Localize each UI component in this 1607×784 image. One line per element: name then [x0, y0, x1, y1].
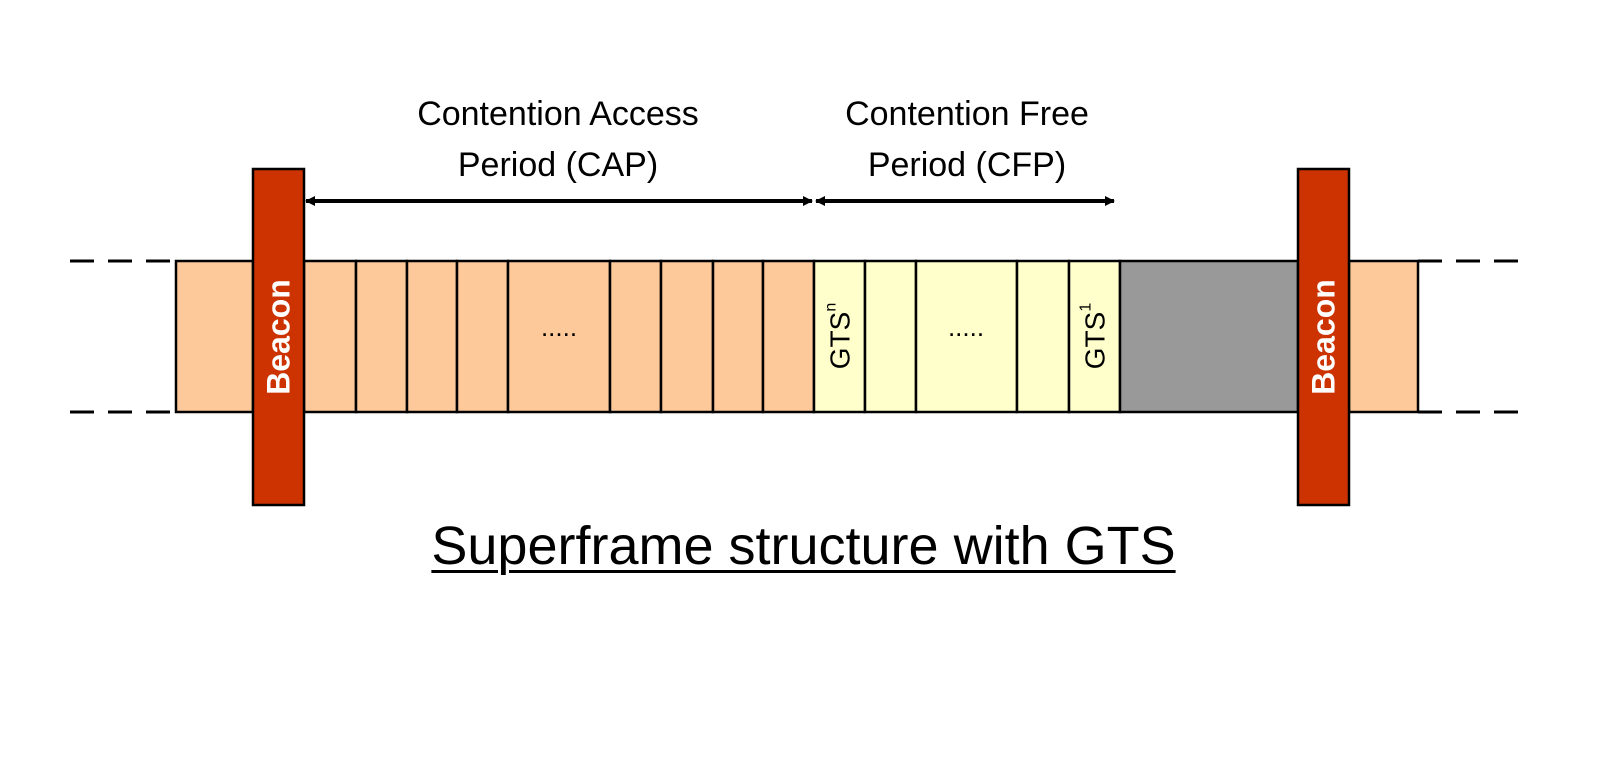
- gts-1-label: GTS$^1$: [1077, 302, 1110, 370]
- gts-slot: [865, 261, 916, 412]
- cfp-label-line2: Period (CFP): [867, 146, 1067, 184]
- caption-container: [0, 515, 1607, 577]
- cap-slot: [457, 261, 508, 412]
- cap-slot: [661, 261, 713, 412]
- cap-label-line2: Period (CAP): [457, 146, 659, 184]
- cap-lead-area: [176, 261, 253, 412]
- beacon-right-label: Beacon: [1305, 279, 1342, 395]
- cap-trail-area: [1349, 261, 1418, 412]
- cap-slot: [356, 261, 407, 412]
- diagram-title: Superframe structure with GTS: [431, 516, 1176, 576]
- cap-slot: [713, 261, 763, 412]
- cap-label-line1: Contention Access: [417, 95, 699, 133]
- cap-slot: [763, 261, 814, 412]
- cap-slot: [610, 261, 661, 412]
- cfp-ellipsis: .....: [947, 312, 985, 342]
- cfp-label-line1: Contention Free: [845, 95, 1089, 133]
- inactive-period: [1120, 261, 1298, 412]
- cap-slot: [304, 261, 356, 412]
- gts-n-label: GTS$^n$: [822, 302, 855, 370]
- gts-slot: [1017, 261, 1069, 412]
- cap-slot: [407, 261, 457, 412]
- cap-ellipsis: .....: [540, 312, 578, 342]
- beacon-left-label: Beacon: [260, 279, 297, 395]
